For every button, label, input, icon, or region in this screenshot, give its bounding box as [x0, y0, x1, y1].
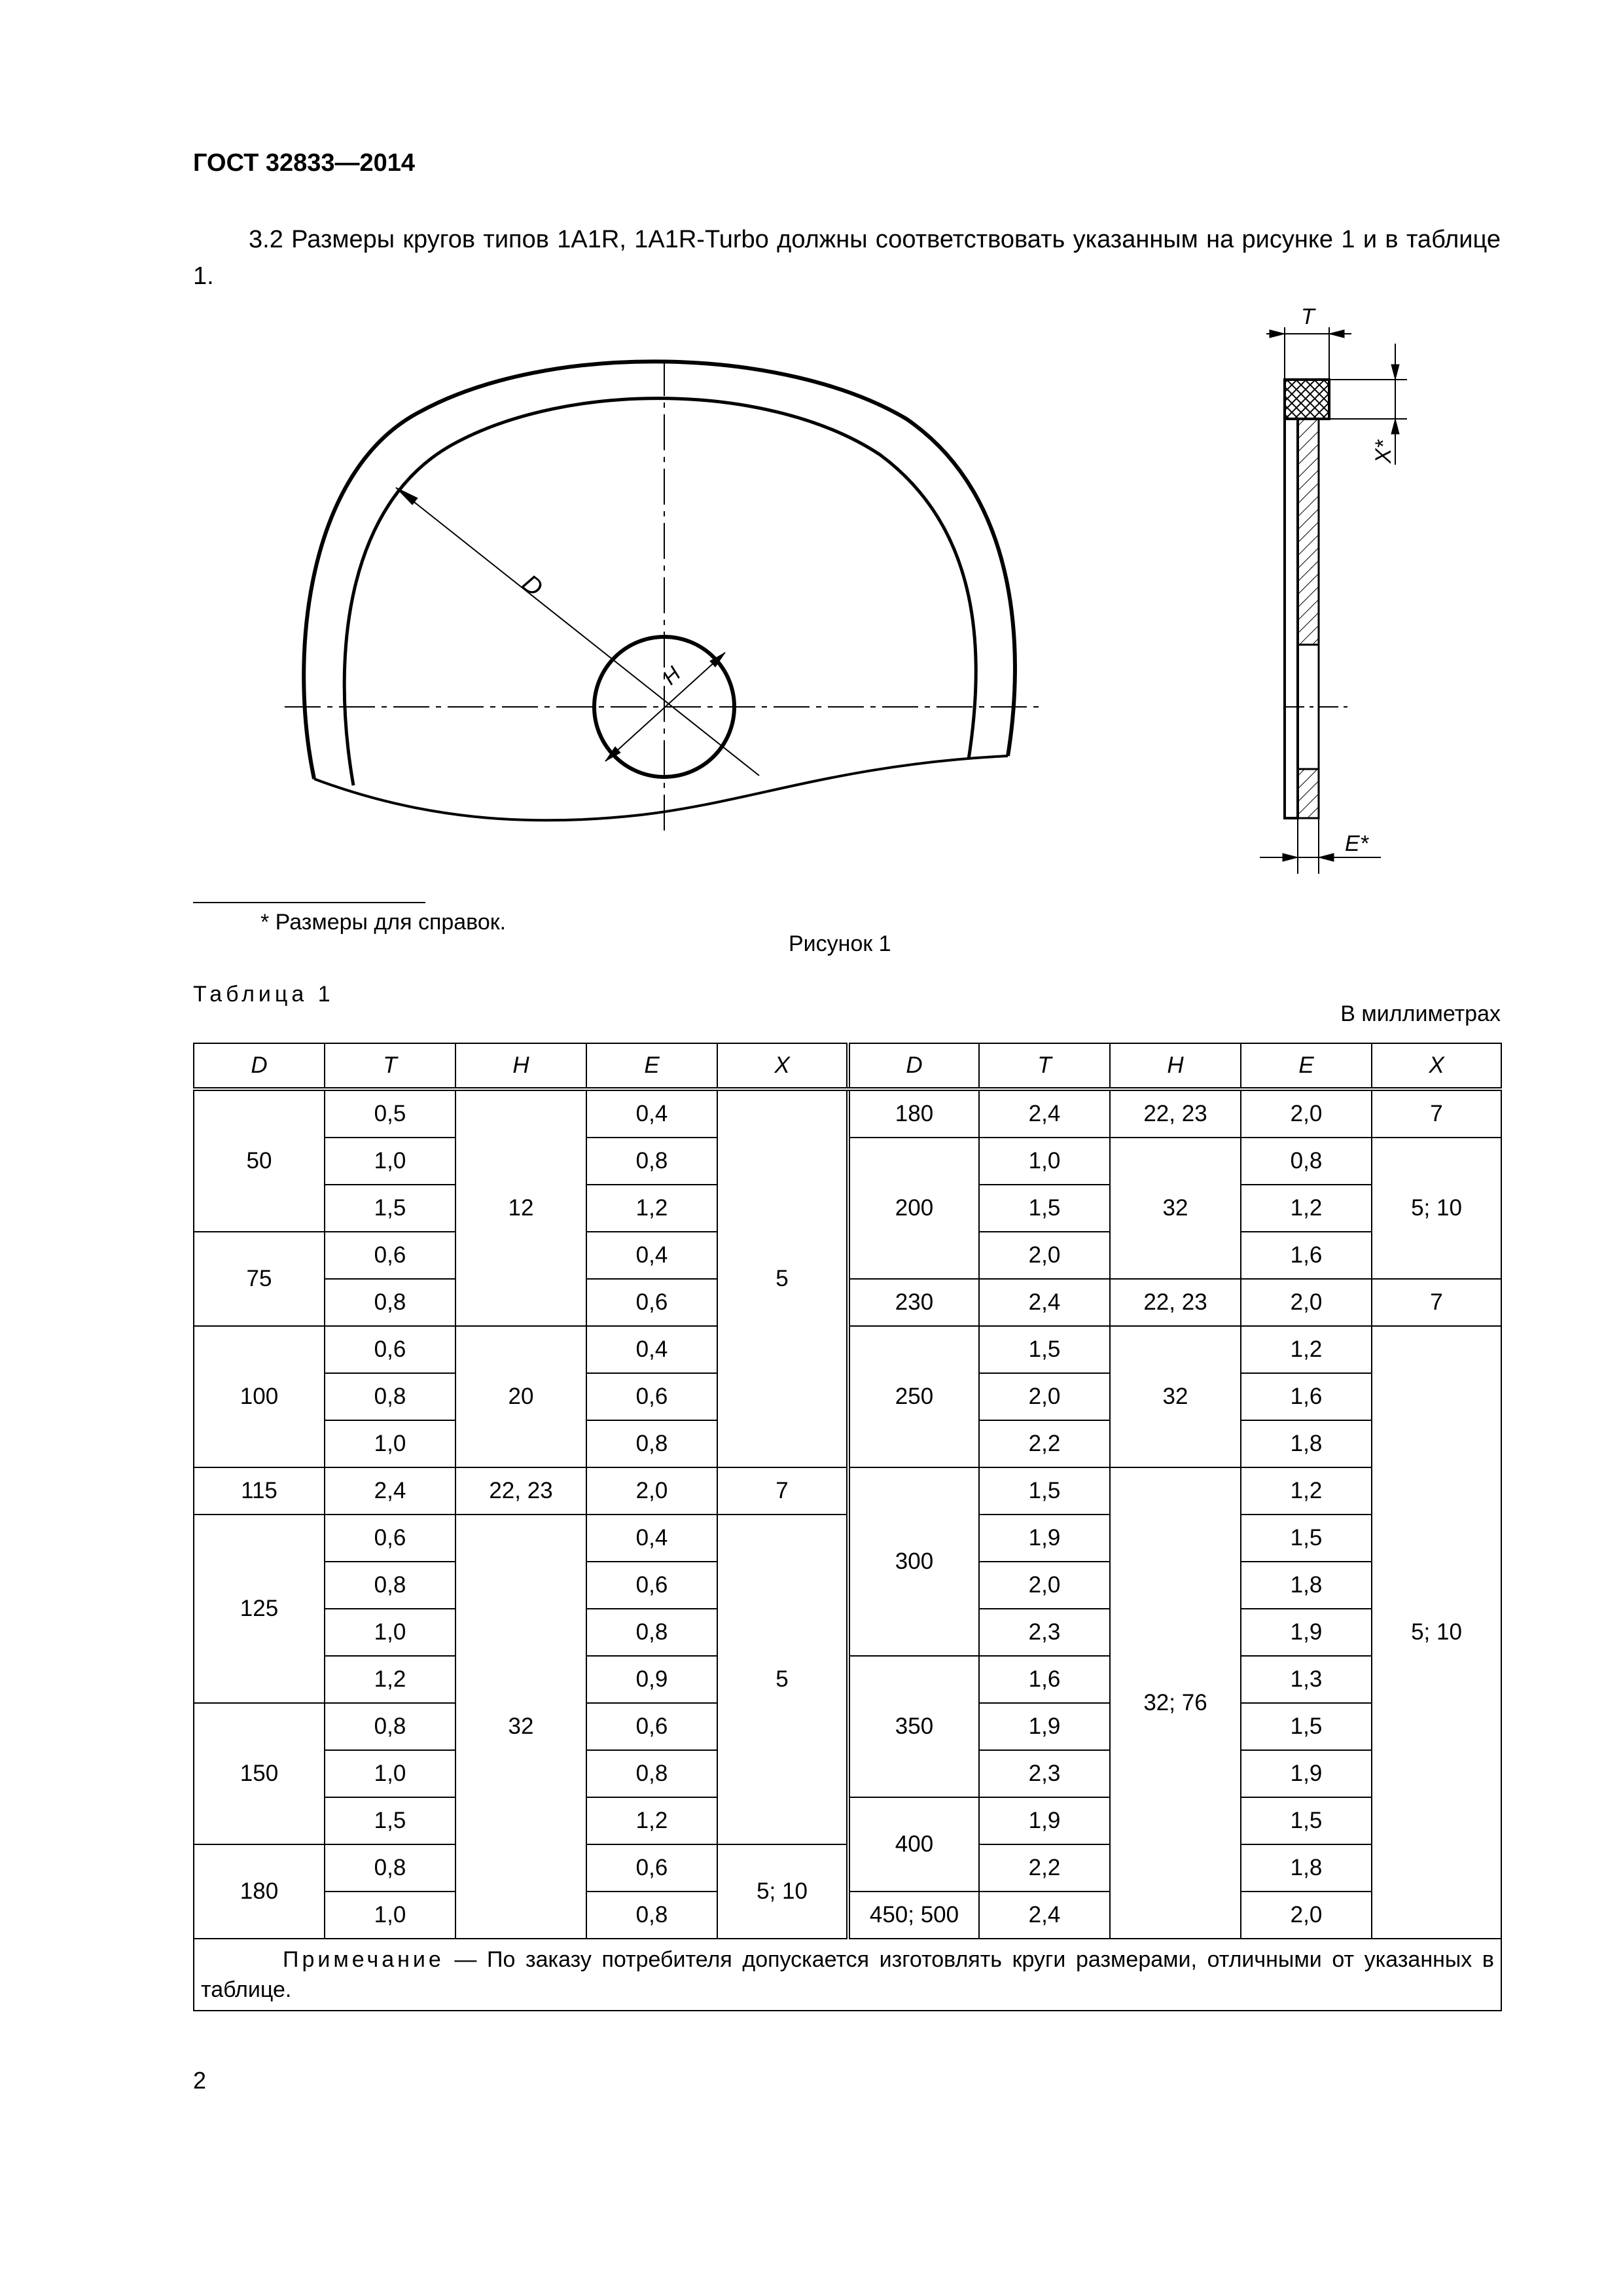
e-cell: 1,2 [586, 1797, 717, 1844]
d-cell: 350 [848, 1656, 979, 1797]
t-cell: 0,6 [325, 1515, 455, 1562]
e-cell: 1,9 [1241, 1750, 1372, 1797]
e-cell: 2,0 [1241, 1892, 1372, 1939]
d-cell: 50 [194, 1089, 325, 1232]
t-cell: 1,6 [979, 1656, 1110, 1703]
t-cell: 1,0 [325, 1138, 455, 1185]
table-row [194, 1515, 1501, 1562]
x-cell: 5; 10 [717, 1844, 848, 1939]
t-cell: 2,0 [979, 1373, 1110, 1420]
t-cell: 2,4 [979, 1892, 1110, 1939]
header-cell: X [1372, 1043, 1501, 1089]
h-cell: 22, 23 [1110, 1279, 1241, 1326]
label-e: E* [1345, 831, 1368, 856]
document-header: ГОСТ 32833—2014 [193, 149, 416, 177]
t-cell: 1,0 [325, 1750, 455, 1797]
e-cell: 1,5 [1241, 1797, 1372, 1844]
h-cell: 32 [1110, 1138, 1241, 1279]
x-cell: 5 [717, 1515, 848, 1844]
x-cell: 7 [1372, 1279, 1501, 1326]
t-cell: 1,0 [325, 1420, 455, 1467]
e-cell: 1,5 [1241, 1703, 1372, 1750]
t-cell: 0,8 [325, 1844, 455, 1892]
h-cell: 32; 76 [1110, 1467, 1241, 1939]
figure-caption: Рисунок 1 [789, 931, 891, 956]
e-cell: 0,8 [586, 1138, 717, 1185]
t-cell: 1,5 [979, 1185, 1110, 1232]
e-cell: 1,6 [1241, 1373, 1372, 1420]
e-cell: 0,6 [586, 1844, 717, 1892]
t-cell: 1,0 [979, 1138, 1110, 1185]
t-cell: 1,0 [325, 1892, 455, 1939]
note-text: — По заказу потребителя допускается изготовлять круги размерами, отличными от указанных в таблице. [201, 1947, 1494, 2002]
e-cell: 0,8 [586, 1892, 717, 1939]
d-cell: 250 [848, 1326, 979, 1467]
d-cell: 180 [194, 1844, 325, 1939]
table-note [194, 1939, 1501, 2011]
h-cell: 32 [1110, 1326, 1241, 1467]
x-cell: 5 [717, 1089, 848, 1467]
footnote: * Размеры для справок. [260, 910, 507, 935]
e-cell: 0,8 [586, 1609, 717, 1656]
h-cell: 22, 23 [455, 1467, 586, 1515]
intro-text: 3.2 Размеры кругов типов 1А1R, 1А1R-Turbo должны соответствовать указанным на рисунке 1 и в таблице 1. [193, 226, 1501, 290]
header-cell: E [1241, 1043, 1372, 1089]
d-cell: 180 [848, 1089, 979, 1138]
t-cell: 1,5 [979, 1326, 1110, 1373]
h-cell: 20 [455, 1326, 586, 1467]
t-cell: 1,9 [979, 1515, 1110, 1562]
d-cell: 400 [848, 1797, 979, 1892]
t-cell: 2,2 [979, 1420, 1110, 1467]
d-cell: 150 [194, 1703, 325, 1844]
e-cell: 1,3 [1241, 1656, 1372, 1703]
e-cell: 1,8 [1241, 1562, 1372, 1609]
t-cell: 1,2 [325, 1656, 455, 1703]
t-cell: 1,9 [979, 1797, 1110, 1844]
e-cell: 1,2 [1241, 1185, 1372, 1232]
t-cell: 2,2 [979, 1844, 1110, 1892]
d-cell: 100 [194, 1326, 325, 1467]
e-cell: 1,9 [1241, 1609, 1372, 1656]
h-cell: 32 [455, 1515, 586, 1939]
t-cell: 2,4 [979, 1279, 1110, 1326]
dimensions-table [193, 1043, 1502, 2011]
t-cell: 2,4 [979, 1089, 1110, 1138]
e-cell: 0,6 [586, 1373, 717, 1420]
table-header-row [194, 1043, 1501, 1089]
label-t: T [1301, 304, 1315, 329]
t-cell: 2,3 [979, 1750, 1110, 1797]
d-cell: 230 [848, 1279, 979, 1326]
table-row [194, 1089, 1501, 1138]
d-cell: 125 [194, 1515, 325, 1703]
t-cell: 0,6 [325, 1326, 455, 1373]
d-cell: 200 [848, 1138, 979, 1279]
header-cell: X [717, 1043, 848, 1089]
t-cell: 2,0 [979, 1232, 1110, 1279]
e-cell: 1,8 [1241, 1420, 1372, 1467]
e-cell: 0,4 [586, 1515, 717, 1562]
note-label: Примечание [283, 1947, 444, 1972]
e-cell: 2,0 [1241, 1089, 1372, 1138]
e-cell: 0,4 [586, 1326, 717, 1373]
header-cell: D [848, 1043, 979, 1089]
figure-1-drawing [0, 0, 1623, 903]
h-cell: 12 [455, 1089, 586, 1326]
e-cell: 2,0 [586, 1467, 717, 1515]
e-cell: 1,5 [1241, 1515, 1372, 1562]
t-cell: 1,9 [979, 1703, 1110, 1750]
d-cell: 450; 500 [848, 1892, 979, 1939]
header-cell: H [1110, 1043, 1241, 1089]
front-view [285, 360, 1044, 834]
d-cell: 75 [194, 1232, 325, 1326]
label-x: X* [1371, 440, 1396, 463]
x-cell: 7 [717, 1467, 848, 1515]
label-h: H [658, 662, 685, 690]
d-cell: 115 [194, 1467, 325, 1515]
side-section-view [1260, 327, 1407, 874]
e-cell: 0,4 [586, 1089, 717, 1138]
x-cell: 5; 10 [1372, 1326, 1501, 1939]
e-cell: 1,2 [586, 1185, 717, 1232]
table-label: Таблица 1 [193, 982, 334, 1007]
t-cell: 2,3 [979, 1609, 1110, 1656]
e-cell: 1,2 [1241, 1467, 1372, 1515]
x-cell: 5; 10 [1372, 1138, 1501, 1279]
header-cell: H [455, 1043, 586, 1089]
header-cell: E [586, 1043, 717, 1089]
label-d: D [516, 569, 548, 602]
h-cell: 22, 23 [1110, 1089, 1241, 1138]
t-cell: 0,8 [325, 1279, 455, 1326]
page-number: 2 [193, 2067, 207, 2094]
table-note-row [194, 1939, 1501, 2011]
header-cell: D [194, 1043, 325, 1089]
t-cell: 0,8 [325, 1373, 455, 1420]
e-cell: 1,2 [1241, 1326, 1372, 1373]
e-cell: 0,8 [586, 1750, 717, 1797]
table-units: В миллиметрах [1340, 1001, 1501, 1026]
t-cell: 2,0 [979, 1562, 1110, 1609]
e-cell: 0,4 [586, 1232, 717, 1279]
t-cell: 1,5 [325, 1185, 455, 1232]
e-cell: 2,0 [1241, 1279, 1372, 1326]
e-cell: 0,6 [586, 1703, 717, 1750]
t-cell: 0,6 [325, 1232, 455, 1279]
t-cell: 1,0 [325, 1609, 455, 1656]
t-cell: 0,8 [325, 1562, 455, 1609]
table-row [194, 1844, 1501, 1892]
t-cell: 0,8 [325, 1703, 455, 1750]
t-cell: 2,4 [325, 1467, 455, 1515]
e-cell: 0,8 [586, 1420, 717, 1467]
e-cell: 1,6 [1241, 1232, 1372, 1279]
e-cell: 0,8 [1241, 1138, 1372, 1185]
e-cell: 0,6 [586, 1562, 717, 1609]
e-cell: 0,9 [586, 1656, 717, 1703]
footnote-divider [193, 902, 425, 903]
x-cell: 7 [1372, 1089, 1501, 1138]
t-cell: 1,5 [979, 1467, 1110, 1515]
d-cell: 300 [848, 1467, 979, 1656]
e-cell: 0,6 [586, 1279, 717, 1326]
e-cell: 1,8 [1241, 1844, 1372, 1892]
t-cell: 0,5 [325, 1089, 455, 1138]
table-row [194, 1467, 1501, 1515]
header-cell: T [325, 1043, 455, 1089]
t-cell: 1,5 [325, 1797, 455, 1844]
header-cell: T [979, 1043, 1110, 1089]
